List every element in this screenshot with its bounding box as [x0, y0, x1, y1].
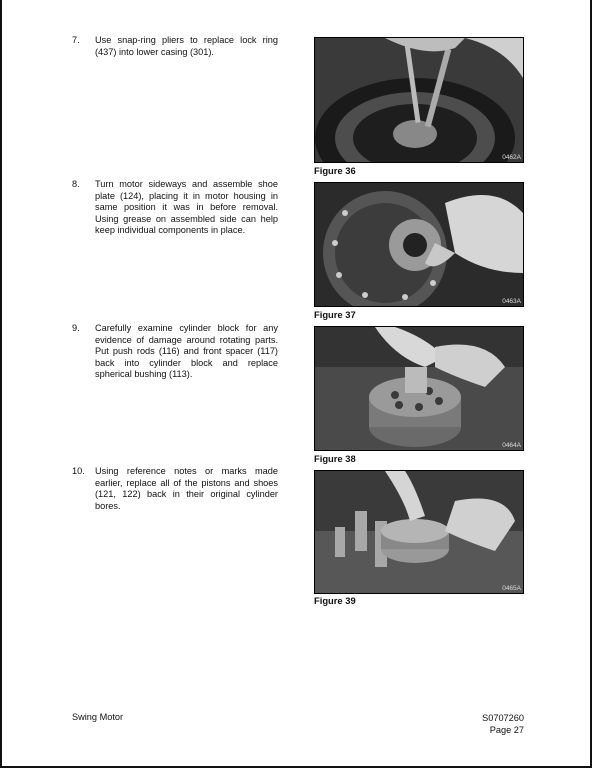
figure-code: 0462A	[502, 154, 521, 161]
step-number: 7.	[72, 35, 80, 45]
step-10	[72, 466, 278, 512]
step-8	[72, 179, 278, 237]
figure-37-caption: Figure 37	[314, 309, 356, 320]
figure-36-caption: Figure 36	[314, 165, 356, 176]
figure-39-caption: Figure 39	[314, 595, 356, 606]
step-9	[72, 323, 278, 381]
step-number: 8.	[72, 179, 80, 189]
page-border-left	[0, 0, 2, 768]
shoe-plate-photo	[315, 183, 523, 306]
figure-code: 0465A	[502, 585, 521, 592]
figure-38-caption: Figure 38	[314, 453, 356, 464]
footer-doc-code: S0707260	[482, 713, 524, 723]
figure-38-photo	[314, 326, 524, 451]
cylinder-block-photo	[315, 327, 523, 450]
footer-page-info	[482, 712, 524, 736]
step-text: Turn motor sideways and assemble shoe plate (124), placing it in motor housing in same position it was in before removal. Using grease on assembled side can help keep individual components in place.	[95, 179, 278, 236]
step-7	[72, 35, 278, 58]
step-text: Use snap-ring pliers to replace lock ring (437) into lower casing (301).	[95, 35, 278, 57]
step-text: Carefully examine cylinder block for any evidence of damage around rotating parts. Put push rods (116) and front spacer (117) back into cylinder block and replace spherical bushing (113).	[95, 323, 278, 380]
motor-casing-photo	[315, 38, 523, 162]
figure-39-photo	[314, 470, 524, 594]
figure-36-photo	[314, 37, 524, 163]
step-number: 10.	[72, 466, 85, 476]
footer-page-number: Page 27	[489, 725, 524, 735]
figure-code: 0464A	[502, 442, 521, 449]
pistons-photo	[315, 471, 523, 593]
step-number: 9.	[72, 323, 80, 333]
step-text: Using reference notes or marks made earlier, replace all of the pistons and shoes (121, 122) back in their original cylinder bores.	[95, 466, 278, 511]
figure-code: 0463A	[502, 298, 521, 305]
footer-section-title: Swing Motor	[72, 712, 124, 722]
figure-37-photo	[314, 182, 524, 307]
